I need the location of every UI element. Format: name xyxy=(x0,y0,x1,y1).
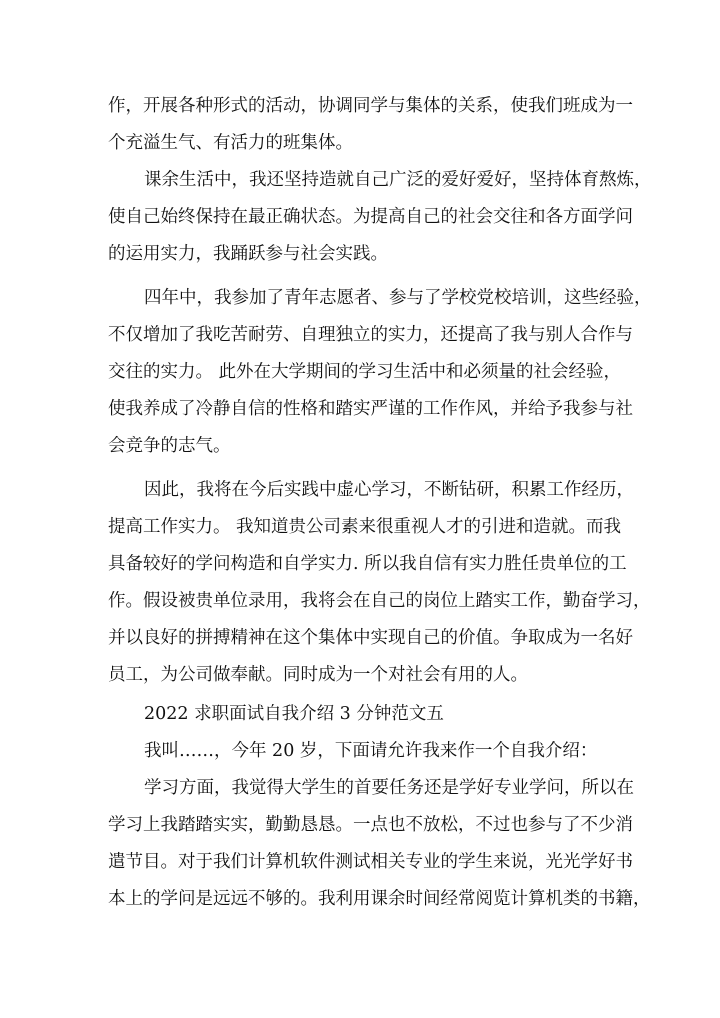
text-line: 使自己始终保持在最正确状态。为提高自己的社会交往和各方面学问 xyxy=(108,207,633,227)
paragraph-first-line: 四年中，我参加了青年志愿者、参与了学校党校培训，这些经验， xyxy=(144,288,652,308)
text-line: 具备较好的学问构造和自学实力. 所以我自信有实力胜任贵单位的工 xyxy=(108,554,627,574)
text-line: 员工，为公司做奉献。同时成为一个对社会有用的人。 xyxy=(108,665,528,685)
text-line: 学习上我踏踏实实，勤勤恳恳。一点也不放松，不过也参与了不少消 xyxy=(108,815,633,835)
text-line: 交往的实力。 此外在大学期间的学习生活中和必须量的社会经验， xyxy=(108,362,622,382)
text-line: 的运用实力，我踊跃参与社会实践。 xyxy=(108,244,388,264)
paragraph-first-line: 课余生活中，我还坚持造就自己广泛的爱好爱好，坚持体育熬炼， xyxy=(144,170,652,190)
section-heading: 2022 求职面试自我介绍 3 分钟范文五 xyxy=(144,704,444,724)
text-line: 不仅增加了我吃苦耐劳、自理独立的实力，还提高了我与别人合作与 xyxy=(108,325,633,345)
paragraph-first-line: 我叫……，今年 20 岁，下面请允许我来作一个自我介绍： xyxy=(144,741,598,761)
text-line: 会竞争的志气。 xyxy=(108,436,231,456)
text-line: 本上的学问是远远不够的。我利用课余时间经常阅览计算机类的书籍， xyxy=(108,889,651,909)
text-line: 遣节目。对于我们计算机软件测试相关专业的学生来说，光光学好书 xyxy=(108,852,633,872)
text-line: 个充溢生气、有活力的班集体。 xyxy=(108,133,353,153)
text-line: 作，开展各种形式的活动，协调同学与集体的关系，使我们班成为一 xyxy=(108,96,633,116)
text-line: 使我养成了冷静自信的性格和踏实严谨的工作作风，并给予我参与社 xyxy=(108,399,633,419)
paragraph-first-line: 因此，我将在今后实践中虚心学习，不断钻研，积累工作经历， xyxy=(144,480,634,500)
text-line: 并以良好的拼搏精神在这个集体中实现自己的价值。争取成为一名好 xyxy=(108,628,633,648)
text-line: 提高工作实力。 我知道贵公司素来很重视人才的引进和造就。而我 xyxy=(108,517,622,537)
paragraph-first-line: 学习方面，我觉得大学生的首要任务还是学好专业学问，所以在 xyxy=(144,778,634,798)
text-line: 作。假设被贵单位录用，我将会在自己的岗位上踏实工作，勤奋学习， xyxy=(108,591,651,611)
